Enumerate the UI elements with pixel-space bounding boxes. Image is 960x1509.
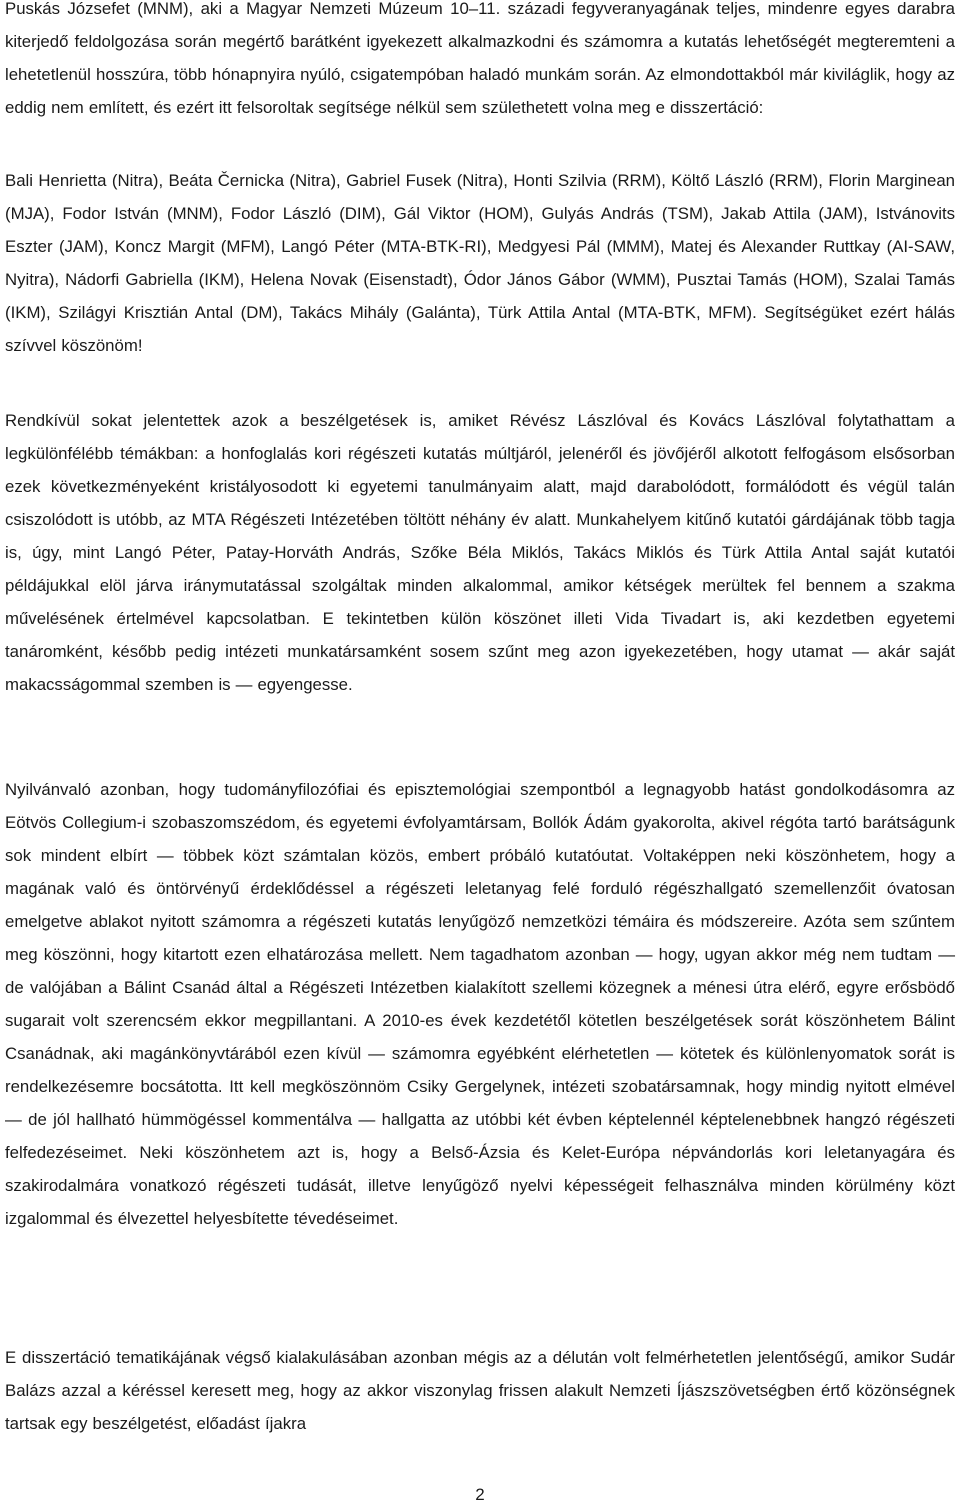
paragraph-4: Nyilvánvaló azonban, hogy tudományfilozófiai és episztemológiai szempontból a legnagyobb hatást gondolkodásomra az Eötvös Collegium-i szobaszomszédom, és egyetemi évfolyamtársam, Bollók Ádám gyakorolta, akivel régóta tartó barátságunk sok mindent elbírt — többek közt számtalan közös, embert próbáló kutatóutat. Voltaképpen neki köszönhetem, hogy a magának való és öntörvényű érdeklődéssel a régészeti leletanyag felé forduló régészhallgató szemellenzőit óvatosan emelgetve ablakot nyitott számomra a régészeti kutatás lenyűgöző nemzetközi témáira és módszereire. Azóta sem szűntem meg köszönni, hogy kitartott ezen elhatározása mellett. Nem tagadhatom azonban — hogy, ugyan akkor még nem tudtam — de valójában a Bálint Csanád által a Régészeti Intézetben kialakított szellemi közegnek a ménesi útra elérő, egyre erősbödő sugarait volt szerencsém ekkor megpillantani. A 2010-es évek kezdetétől kötetlen beszélgetések sorát köszönhetem Bálint Csanádnak, aki magánkönyvtárából ezen kívül — számomra egyébként elérhetetlen — kötetek és különlenyomatok sorát is rendelkezésemre bocsátotta. Itt kell megköszönnöm Csiky Gergelynek, intézeti szobatársamnak, hogy mindig nyitott elmével — de jól hallható hümmögéssel kommentálva — hallgatta az utóbbi két évben képtelennél képtelenebbnek hangzó régészeti felfedezéseimet. Neki köszönhetem azt is, hogy a Belső-Ázsia és Kelet-Európa népvándorlás kori leletanyagára és szakirodalmára vonatkozó régészeti tudását, illetve lenyűgöző nyelvi képességeit felhasználva minden körülmény közt izgalommal és élvezettel helyesbítette tévedéseimet. <box>5 780 955 1228</box>
paragraph-3: Rendkívül sokat jelentettek azok a beszélgetések is, amiket Révész Lászlóval és Kovács Lászlóval folytathattam a legkülönfélébb témákban: a honfoglalás kori régészeti kutatás múltjáról, jelenéről és jövőjéről alkotott felfogásom elsősorban ezek következményeként kristályosodott ki egyetemi tanulmányaim alatt, majd darabolódott, formálódott és végül talán csiszolódott is utóbb, az MTA Régészeti Intézetében töltött néhány év alatt. Munkahelyem kitűnő kutatói gárdájának több tagja is, úgy, mint Langó Péter, Patay-Horváth András, Szőke Béla Miklós, Takács Miklós és Türk Attila Antal saját kutatói példájukkal elöl járva iránymutatással szolgáltak minden alkalommal, amikor kétségek merültek fel bennem a szakma művelésének értelmével kapcsolatban. E tekintetben külön köszönet illeti Vida Tivadart is, aki kezdetben egyetemi tanáromként, később pedig intézeti munkatársamként sosem szűnt meg azon igyekezetében, hogy utamat — akár saját makacsságommal szemben is — egyengesse. <box>5 411 955 694</box>
paragraph-1: Puskás Józsefet (MNM), aki a Magyar Nemzeti Múzeum 10–11. századi fegyveranyagának teljes, mindenre egyes darabra kiterjedő feldolgozása során megértő barátként igyekezett alkalmazkodni és számomra a kutatás lehetőségét megteremteni a lehetetlenül hosszúra, több hónapnyira nyúló, csigatempóban haladó munkám során. Az elmondottakból már kiviláglik, hogy az eddig nem említett, és ezért itt felsoroltak segítsége nélkül sem születhetett volna meg e disszertáció: <box>5 0 955 117</box>
paragraph-5: E disszertáció tematikájának végső kialakulásában azonban mégis az a délután volt felmérhetetlen jelentőségű, amikor Sudár Balázs azzal a kéréssel keresett meg, hogy az akkor viszonylag frissen alakult Nemzeti Íjászszövetségben értő közönségnek tartsak egy beszélgetést, előadást íjakra <box>5 1348 955 1433</box>
page-number: 2 <box>475 1485 485 1504</box>
paragraph-2: Bali Henrietta (Nitra), Beáta Černicka (Nitra), Gabriel Fusek (Nitra), Honti Szilvia (RRM), Költő László (RRM), Florin Marginean (MJA), Fodor István (MNM), Fodor László (DIM), Gál Viktor (HOM), Gulyás András (TSM), Jakab Attila (JAM), Istvánovits Eszter (JAM), Koncz Margit (MFM), Langó Péter (MTA-BTK-RI), Medgyesi Pál (MMM), Matej és Alexander Ruttkay (AI-SAW, Nyitra), Nádorfi Gabriella (IKM), Helena Novak (Eisenstadt), Ódor János Gábor (WMM), Pusztai Tamás (HOM), Szalai Tamás (IKM), Szilágyi Krisztián Antal (DM), Takács Mihály (Galánta), Türk Attila Antal (MTA-BTK, MFM). Segítségüket ezért hálás szívvel köszönöm! <box>5 171 955 355</box>
